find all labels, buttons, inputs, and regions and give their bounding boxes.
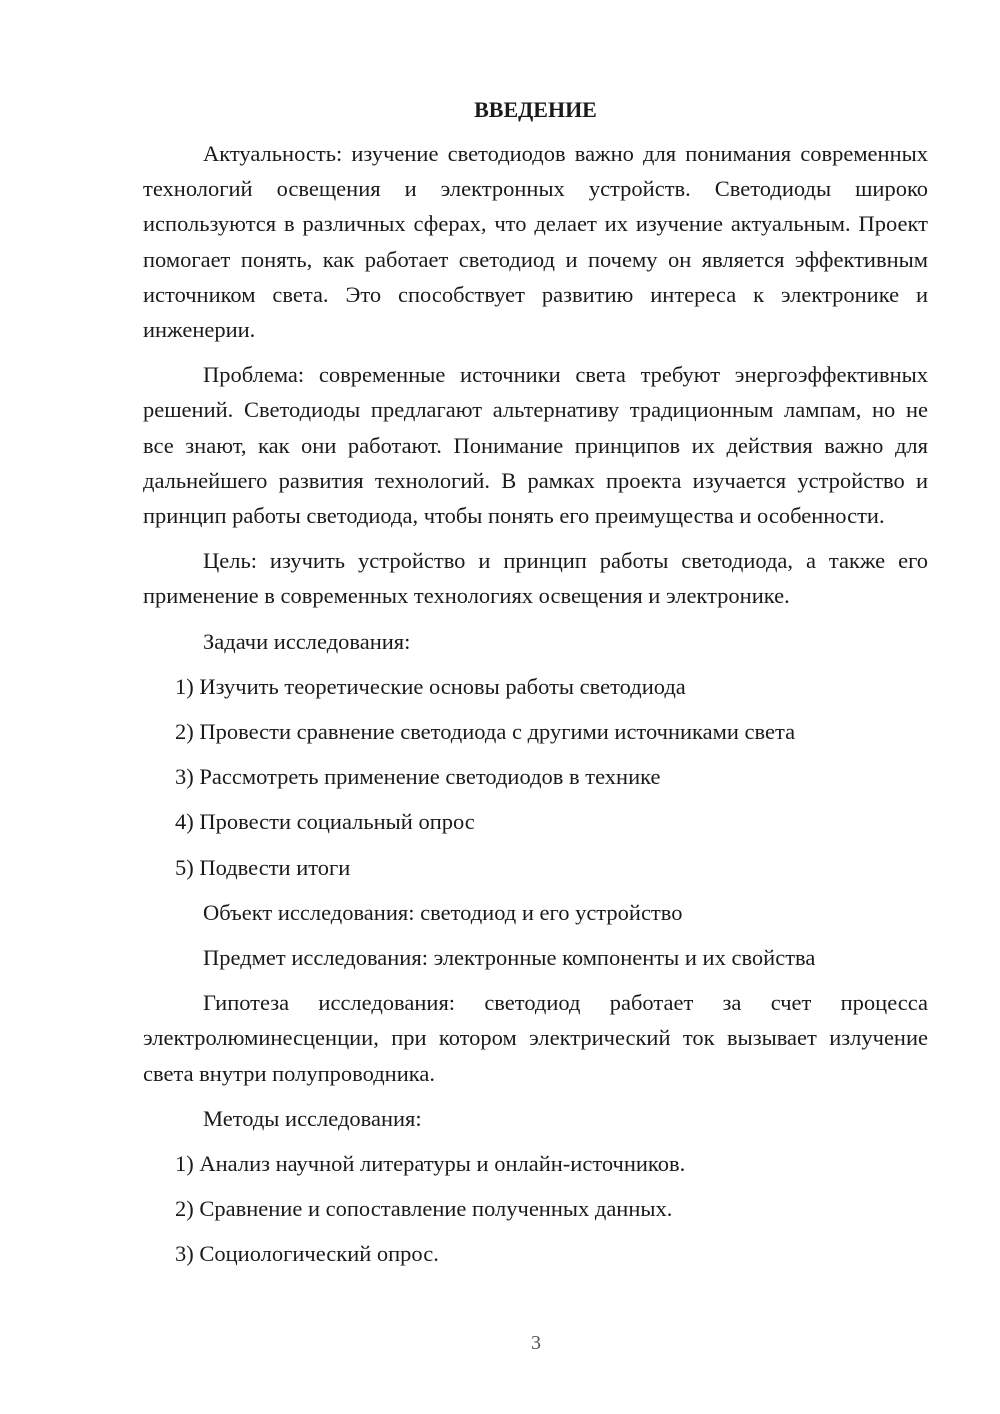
section-title: ВВЕДЕНИЕ bbox=[474, 97, 597, 122]
paragraph-goal: Цель: изучить устройство и принцип работы светодиода, а также его применение в современных технологиях освещения и электронике. bbox=[143, 548, 928, 609]
list-item: 4) Провести социальный опрос bbox=[175, 809, 475, 835]
paragraph-subject: Предмет исследования: электронные компоненты и их свойства bbox=[203, 945, 816, 971]
paragraph-problem: Проблема: современные источники света требуют энергоэффективных решений. Светодиоды предлагают альтернативу традиционным лампам, но не все знают, как они работают. Понимание принципов их действия важно для дальнейшего развития технологий. В рамках проекта изучается устройство и принцип работы светодиода, чтобы понять его преимущества и особенности. bbox=[143, 362, 928, 529]
tasks-heading: Задачи исследования: bbox=[203, 628, 411, 654]
list-item: 5) Подвести итоги bbox=[175, 854, 351, 880]
list-item: 3) Рассмотреть применение светодиодов в технике bbox=[175, 764, 661, 790]
list-item: 1) Анализ научной литературы и онлайн-источников. bbox=[175, 1151, 686, 1177]
list-item: 3) Социологический опрос. bbox=[175, 1241, 439, 1267]
tasks-list bbox=[143, 669, 928, 885]
methods-list bbox=[143, 1146, 928, 1272]
paragraph-relevance: Актуальность: изучение светодиодов важно для понимания современных технологий освещения и электронных устройств. Светодиоды широко используются в различных сферах, что делает их изучение актуальным. Проект помогает понять, как работает светодиод и почему он является эффективным источником света. Это способствует развитию интереса к электронике и инженерии. bbox=[143, 141, 928, 343]
methods-heading: Методы исследования: bbox=[203, 1105, 422, 1131]
page-number: 3 bbox=[531, 1332, 541, 1354]
paragraph-hypothesis: Гипотеза исследования: светодиод работает за счет процесса электролюминесценции, при котором электрический ток вызывает излучение света внутри полупроводника. bbox=[143, 990, 928, 1086]
list-item: 2) Сравнение и сопоставление полученных данных. bbox=[175, 1196, 673, 1222]
document-page bbox=[143, 92, 928, 1282]
list-item: 1) Изучить теоретические основы работы светодиода bbox=[175, 673, 686, 699]
list-item: 2) Провести сравнение светодиода с другими источниками света bbox=[175, 719, 796, 745]
paragraph-object: Объект исследования: светодиод и его устройство bbox=[203, 899, 683, 925]
